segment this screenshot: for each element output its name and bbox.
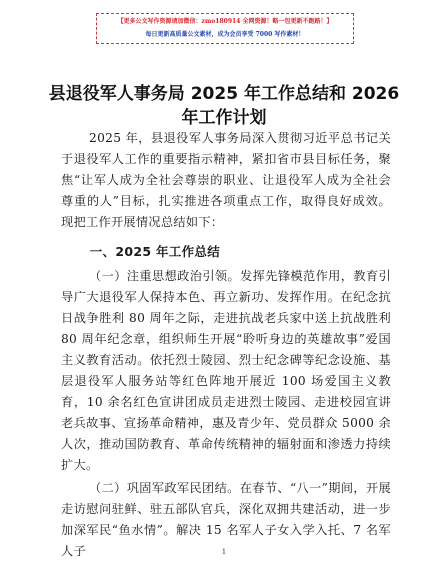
section-heading: 一、2025 年工作总结 (89, 244, 220, 259)
page-number: 1 (221, 548, 227, 556)
intro-paragraph: 2025 年，县退役军人事务局深入贯彻习近平总书记关于退役军人工作的重要指示精神，紧扣省市县目标任务，聚焦“让军人成为全社会尊崇的职业、让退役军人成为全社会尊重的人”目标，扎实推进各项重点工作，取得良好成效。现把工作开展情况总结如下： (61, 131, 391, 229)
ad-banner[interactable] (96, 13, 354, 44)
document-title: 县退役军人事务局 2025 年工作总结和 2026 年工作计划 (48, 84, 400, 128)
ad-line-2: 每日更新高质量公文素材，成为会员享受 7000 写作素材！ (145, 31, 305, 38)
document-body (61, 128, 391, 562)
ad-line-1: 【更多公文写作资源请加微信：zmo180914 全网资源！略一包更新不跑路！】 (117, 18, 333, 25)
paragraph-2: （二）巩固军政军民团结。在春节、“八一”期间，开展走访慰问驻鲜、驻五部队官兵，深化双拥共建活动，进一步加深军民“鱼水情”。解决 15 名军人子女入学入托、7 名军人子 (61, 481, 391, 558)
paragraph-1: （一）注重思想政治引领。发挥先锋模范作用，教育引导广大退役军人保持本色、再立新功、发挥作用。在纪念抗日战争胜利 80 周年之际，走进抗战老兵家中送上抗战胜利 80 周年纪念章，组织师生开展“聆听身边的英雄故事”爱国主义教育活动。依托烈士陵园、烈士纪念碑等纪念设施、基层退役军人服务站等红色阵地开展近 100 场爱国主义教育，10 余名红色宣讲团成员走进烈士陵园、走进校园宣讲老兵故事、宣扬革命精神，惠及青少年、党员群众 5000 余人次，推动国防教育、革命传统精神的辐射面和渗透力持续扩大。 (61, 269, 391, 472)
